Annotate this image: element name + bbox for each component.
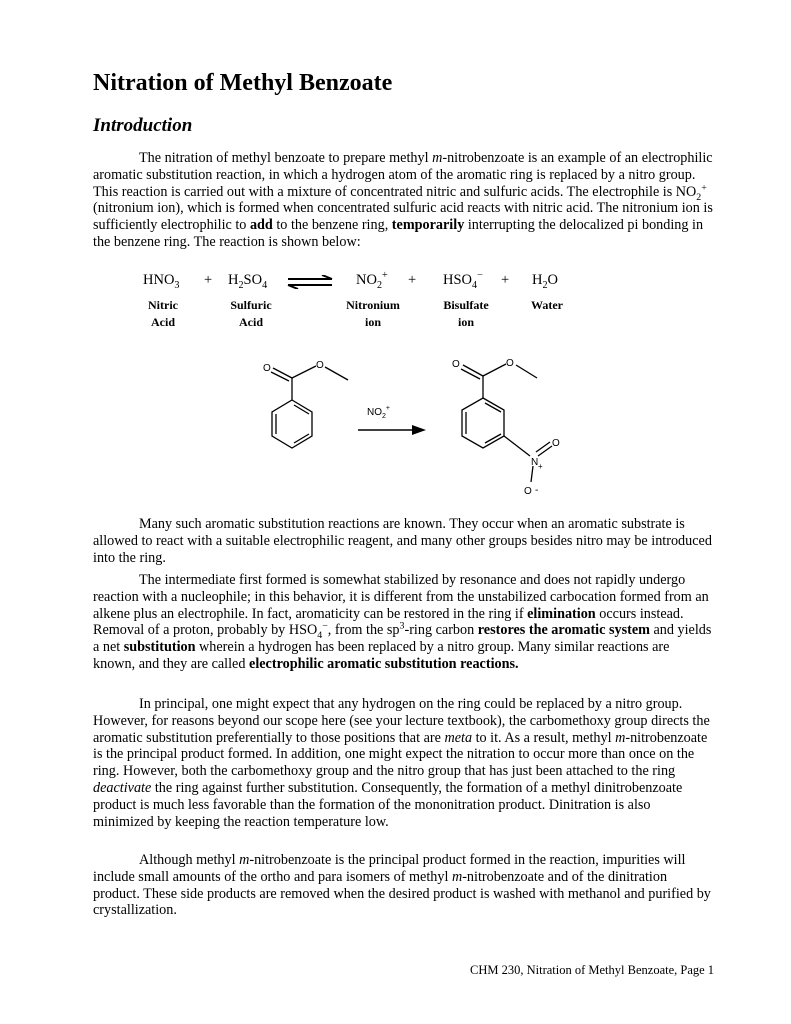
atom-o-carbonyl: O — [263, 363, 271, 374]
atom-o-ester: O — [316, 360, 324, 371]
reagent-label: $NO_2^+$ — [367, 405, 390, 420]
page-title: Nitration of Methyl Benzoate — [93, 70, 393, 96]
h2so4-formula: $H_2SO_4$ — [228, 272, 268, 291]
paragraph-2: Many such aromatic substitution reactions are known. They occur when an aromatic substrate is allowed to react with a suitable electrophilic reagent, and many other groups besides nitro may be introduced into the ring. — [93, 516, 712, 566]
methyl-benzoate-structure — [271, 366, 348, 448]
o-minus-charge: - — [535, 485, 539, 496]
hno3-formula: $HNO_3$ — [143, 272, 180, 291]
atom-o-carbonyl-product: O — [452, 359, 460, 370]
nitronium-equation — [0, 272, 791, 334]
plus-sign: + — [204, 272, 213, 288]
no2-formula: $NO_2^+$ — [356, 270, 388, 291]
h2o-formula: $H_2O$ — [532, 272, 559, 291]
label-water: Water — [531, 298, 563, 312]
label-bisulfate-ion: Bisulfate ion — [443, 298, 489, 329]
reaction-scheme — [250, 352, 570, 502]
label-nitric-acid: Nitric Acid — [148, 298, 178, 329]
label-sulfuric-acid: Sulfuric Acid — [230, 298, 272, 329]
n-charge: + — [538, 462, 543, 471]
paragraph-1: The nitration of methyl benzoate to prepare methyl m-nitrobenzoate is an example of an electrophilic aromatic substitution reaction, in which a hydrogen atom of the aromatic ring is replaced by a nitro group. This reaction is carried out with a mixture of concentrated nitric and sulfuric acids. The electrophile is $NO_2^+$ (nitronium ion), which is formed when concentrated sulfuric acid reacts with nitric acid. The nitronium ion is sufficiently electrophilic to add to the benzene ring, temporarily interrupting the delocalized pi bonding in the benzene ring. The reaction is shown below: — [93, 150, 713, 250]
atom-o-ester-product: O — [506, 358, 514, 369]
paragraph-4: In principal, one might expect that any hydrogen on the ring could be replaced by a nitro group. However, for reasons beyond our scope here (see your lecture textbook), the carbomethoxy group directs the aromatic substitution preferentially to those positions that are meta to it. As a result, methyl m-nitrobenzoate is the principal product formed. In addition, one might expect the nitration to occur more than once on the ring. However, both the carbomethoxy group and the nitro group that has just been attached to the ring deactivate the ring against further substitution. Consequently, the formation of a methyl dinitrobenzoate product is much less favorable than the formation of the mononitration product. Dinitration is also minimized by keeping the reaction temperature low. — [93, 696, 710, 830]
paragraph-5: Although methyl m-nitrobenzoate is the principal product formed in the reaction, impurities will include small amounts of the ortho and para isomers of methyl m-nitrobenzoate and of the dinitration product. These side products are removed when the desired product is washed with methanol and purified by crystallization. — [93, 852, 711, 919]
plus-sign: + — [408, 272, 417, 288]
reaction-arrow-icon — [358, 425, 426, 435]
section-heading: Introduction — [93, 115, 193, 136]
atom-o-nitro-2: O — [524, 486, 532, 497]
plus-sign: + — [501, 272, 510, 288]
hso4-formula: $HSO_4^-$ — [443, 270, 483, 291]
atom-n-nitro: N — [531, 457, 539, 468]
label-nitronium-ion: Nitronium ion — [346, 298, 400, 329]
atom-o-nitro-1: O — [552, 438, 560, 449]
paragraph-3: The intermediate first formed is somewhat stabilized by resonance and does not rapidly undergo reaction with a nucleophile; in this behavior, it is different from the unstabilized carbocation formed from an alkene plus an electrophile. In fact, aromaticity can be restored in the ring if elimination occurs instead. Removal of a proton, probably by $HSO_4^-$, from the $sp^3$-ring carbon restores the aromatic system and yields a net substitution wherein a hydrogen has been replaced by a nitro group. Many similar reactions are known, and they are called electrophilic aromatic substitution reactions. — [93, 572, 712, 672]
equilibrium-arrow-icon — [286, 275, 334, 289]
page-footer: CHM 230, Nitration of Methyl Benzoate, Page 1 — [470, 963, 715, 977]
